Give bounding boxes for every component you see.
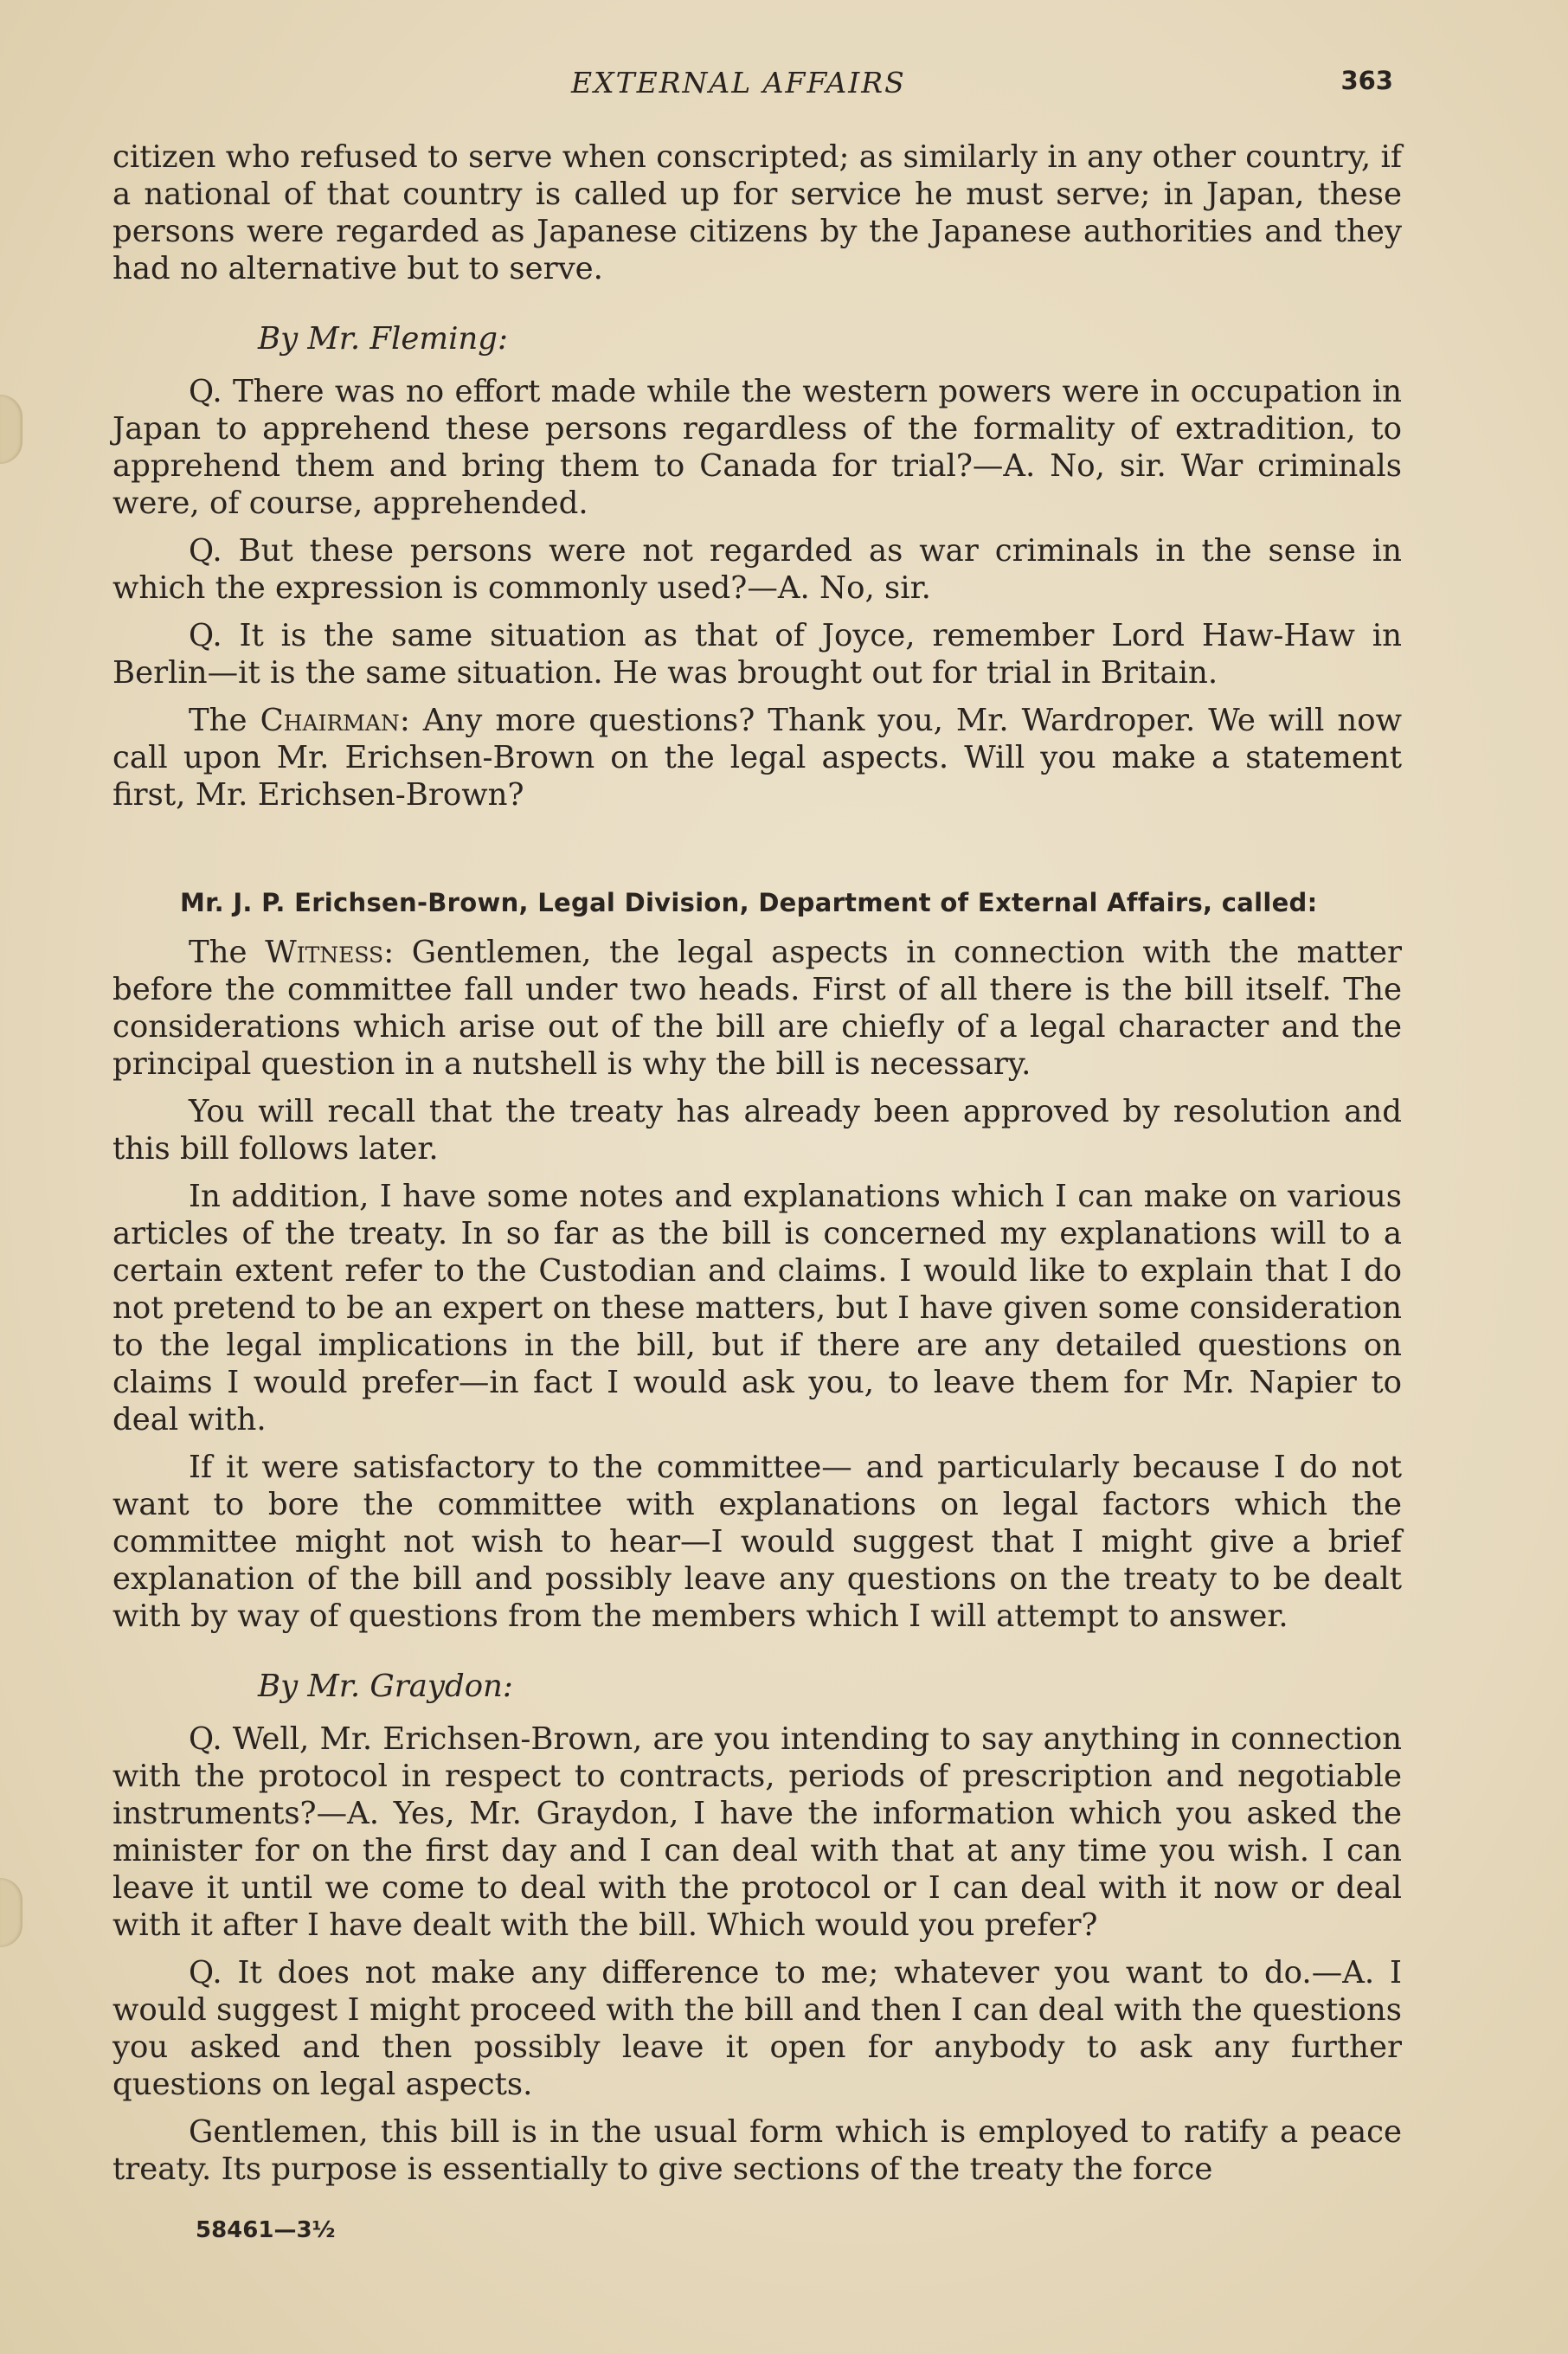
running-head: EXTERNAL AFFAIRS — [571, 66, 906, 100]
witness-text: : Gentlemen, the legal aspects in connection with the matter before the committee fall under two heads. First of all there is the bill itself. The considerations which arise out of the bill are chiefly of a legal character and the principal question in a nutshell is why the bill is necessary. — [112, 935, 1402, 1082]
chairman-speaker: Chairman — [260, 703, 400, 738]
question-paragraph: Q. It does not make any difference to me; whatever you want to do.—A. I would suggest I might proceed with the bill and then I can deal with the questions you asked and then possibly leave it open for anybody to ask any further questions on legal aspects. — [112, 1955, 1402, 2102]
page-number: 363 — [1340, 66, 1393, 95]
paragraph: You will recall that the treaty has already been approved by resolution and this bill follows later. — [112, 1094, 1402, 1167]
paragraph: If it were satisfactory to the committee— and particularly because I do not want to bore the committee with explanations on legal factors which the committee might not wish to hear—I would suggest that I might give a brief explanation of the bill and possibly leave any questions on the treaty to be dealt with by way of questions from the members which I will attempt to answer. — [112, 1450, 1402, 1634]
witness-speaker: Witness — [265, 935, 384, 970]
examiner-heading-fleming: By Mr. Fleming: — [258, 321, 508, 357]
question-paragraph: Q. Well, Mr. Erichsen-Brown, are you intending to say anything in connection with the protocol in respect to contracts, periods of prescription and negotiable instruments?—A. Yes, Mr. Graydon, I have the information which you asked the minister for on the first day and I can deal with that at any time you wish. I can leave it until we come to deal with the protocol or I can deal with it now or deal with it after I have dealt with the bill. Which would you prefer? — [112, 1721, 1402, 1943]
paragraph-continuation: citizen who refused to serve when conscripted; as similarly in any other country, if a national of that country is called up for service he must serve; in Japan, these persons were regarded as Japanese citizens by the Japanese authorities and they had no alternative but to serve. — [112, 139, 1402, 286]
witness-heading: Mr. J. P. Erichsen-Brown, Legal Division, Department of External Affairs, called: — [180, 888, 1318, 917]
page-header — [130, 66, 1393, 104]
page-body — [112, 138, 1402, 2188]
chairman-text: : Any more questions? Thank you, Mr. Wardroper. We will now call upon Mr. Erichsen-Brown on the legal aspects. Will you make a statement first, Mr. Erichsen-Brown? — [112, 703, 1402, 813]
printer-signature: 58461—3½ — [196, 2217, 336, 2243]
binding-hole-top — [0, 395, 22, 464]
binding-hole-bottom — [0, 1878, 22, 1947]
examiner-heading-graydon: By Mr. Graydon: — [258, 1669, 513, 1704]
question-paragraph: Q. It is the same situation as that of Joyce, remember Lord Haw-Haw in Berlin—it is the same situation. He was brought out for trial in Britain. — [112, 618, 1402, 691]
question-paragraph: Q. There was no effort made while the western powers were in occupation in Japan to apprehend these persons regardless of the formality of extradition, to apprehend them and bring them to Canada for trial?—A. No, sir. War criminals were, of course, apprehended. — [112, 374, 1402, 521]
question-paragraph: Q. But these persons were not regarded as war criminals in the sense in which the expression is commonly used?—A. No, sir. — [112, 533, 1402, 606]
witness-paragraph — [112, 934, 1402, 1083]
chairman-pre: The — [189, 703, 247, 738]
witness-pre: The — [189, 935, 247, 970]
paragraph: In addition, I have some notes and explanations which I can make on various articles of the treaty. In so far as the bill is concerned my explanations will to a certain extent refer to the Custodian and claims. I would like to explain that I do not pretend to be an expert on these matters, but I have given some consideration to the legal implications in the bill, but if there are any detailed questions on claims I would prefer—in fact I would ask you, to leave them for Mr. Napier to deal with. — [112, 1179, 1402, 1437]
paragraph: Gentlemen, this bill is in the usual form which is employed to ratify a peace treaty. Its purpose is essentially to give sections of the treaty the force — [112, 2114, 1402, 2187]
chairman-paragraph — [112, 702, 1402, 814]
